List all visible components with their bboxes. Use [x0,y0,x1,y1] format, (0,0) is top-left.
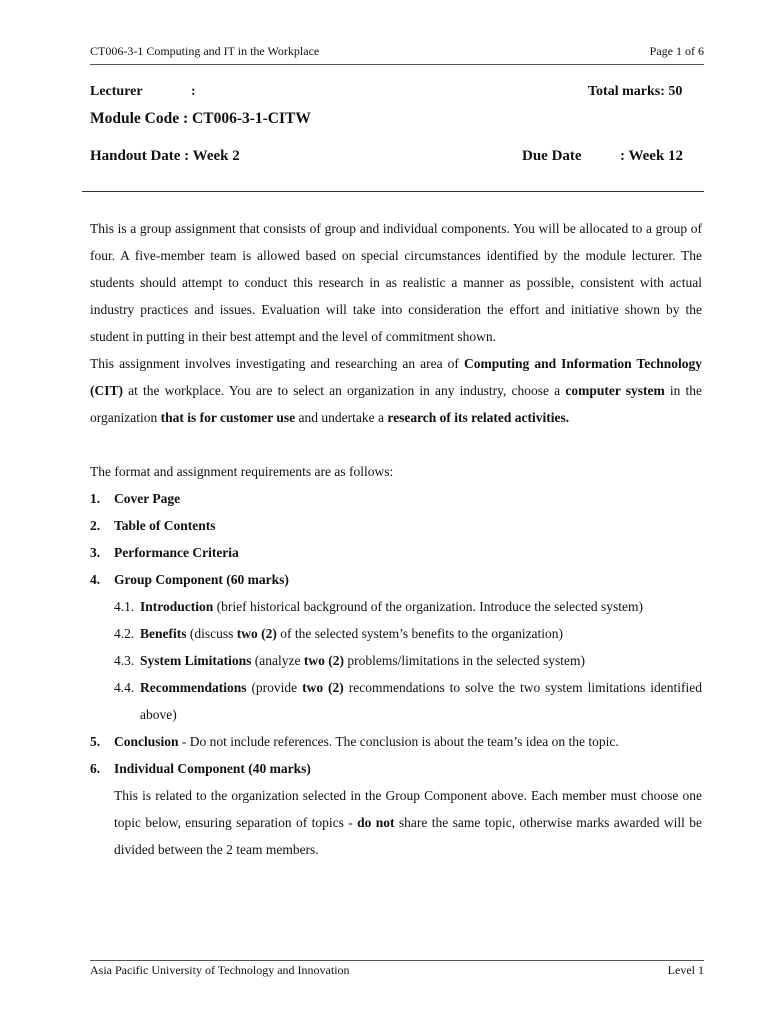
header-divider [82,191,704,192]
page-header [90,44,704,65]
item-number: 2. [90,518,101,533]
item-text: This is related to the organization selected in the Group Component above. Each member must choose one topic below, ensuring separation of topics - [114,788,702,830]
scope-bold: research of its related activities. [387,410,570,425]
item-label: Performance Criteria [114,545,239,560]
requirements-list [90,485,702,593]
item-text: (brief historical background of the organization. Introduce the selected system) [213,599,644,614]
item-number: 4.3. [114,653,135,668]
individual-component-text [90,782,702,863]
scope-text: and undertake a [295,410,388,425]
item-label: Table of Contents [114,518,216,533]
module-code: Module Code : CT006-3-1-CITW [90,110,311,127]
item-emphasis: two (2) [303,653,344,668]
due-date-value: : Week 12 [620,148,684,164]
list-item [90,539,702,566]
scope-text: in the organization [90,383,703,425]
list-item [90,485,702,512]
scope-bold: computer system [565,383,665,398]
item-label: Cover Page [114,491,181,506]
due-date-label: Due Date [522,148,582,164]
list-item [90,566,702,593]
document-body [90,215,702,863]
list-item [90,674,702,728]
item-number: 4.4. [114,680,135,695]
lecturer-colon: : [191,84,196,99]
item-number: 3. [90,545,101,560]
handout-date: Handout Date : Week 2 [90,148,240,164]
format-intro: The format and assignment requirements are as follows: [90,464,394,479]
footer-organization: Asia Pacific University of Technology and Innovation [90,963,350,977]
item-number: 1. [90,491,101,506]
item-text: (analyze [251,653,304,668]
item-emphasis: do not [357,815,395,830]
item-label: Recommendations [140,680,247,695]
total-marks: Total marks: 50 [588,84,683,99]
assignment-meta [90,84,702,174]
scope-text: at the workplace. You are to select an organization in any industry, choose a [123,383,566,398]
item-number: 5. [90,734,101,749]
item-text: problems/limitations in the selected system) [343,653,586,668]
item-label: Benefits [140,626,187,641]
scope-bold: Computing and Information Technology (CIT) [90,356,702,398]
item-text: (provide [246,680,303,695]
item-label: Individual Component (40 marks) [114,761,311,776]
page-number: Page 1 of 6 [649,44,704,58]
item-label: System Limitations [140,653,252,668]
requirements-list-continued [90,728,702,782]
scope-text: This assignment involves investigating and researching an area of [90,356,464,371]
group-component-sublist [90,593,702,728]
item-text: (discuss [186,626,237,641]
item-label: Introduction [140,599,214,614]
item-text: - Do not include references. The conclusion is about the team’s idea on the topic. [178,734,619,749]
item-emphasis: two (2) [236,626,277,641]
item-text: share the same topic, otherwise marks awarded will be divided between the 2 team members. [114,815,702,857]
list-item [90,620,702,647]
item-label: Conclusion [114,734,179,749]
intro-paragraph: This is a group assignment that consists of group and individual components. You will be allocated to a group of four. A five-member team is allowed based on special circumstances identified by the module lecturer. The students should attempt to conduct this research in as realistic a manner as possible, consistent with actual industry practices and issues. Evaluation will take into consideration the effort and initiative shown by the student in putting in their best attempt and the level of commitment shown. [90,221,702,344]
footer-level: Level 1 [667,963,704,977]
item-number: 4.1. [114,599,135,614]
item-number: 6. [90,761,101,776]
list-item [90,755,702,782]
list-item [90,647,702,674]
item-number: 4.2. [114,626,135,641]
page-footer [90,960,704,985]
item-label: Group Component (60 marks) [114,572,289,587]
list-item [90,728,702,755]
list-item [90,512,702,539]
lecturer-label: Lecturer [90,84,143,99]
item-number: 4. [90,572,101,587]
list-item [90,593,702,620]
item-text: of the selected system’s benefits to the organization) [276,626,564,641]
scope-paragraph [90,350,702,431]
item-text: recommendations to solve the two system limitations identified above) [140,680,702,722]
scope-bold: that is for customer use [160,410,296,425]
course-title: CT006-3-1 Computing and IT in the Workplace [90,44,320,58]
item-emphasis: two (2) [302,680,344,695]
